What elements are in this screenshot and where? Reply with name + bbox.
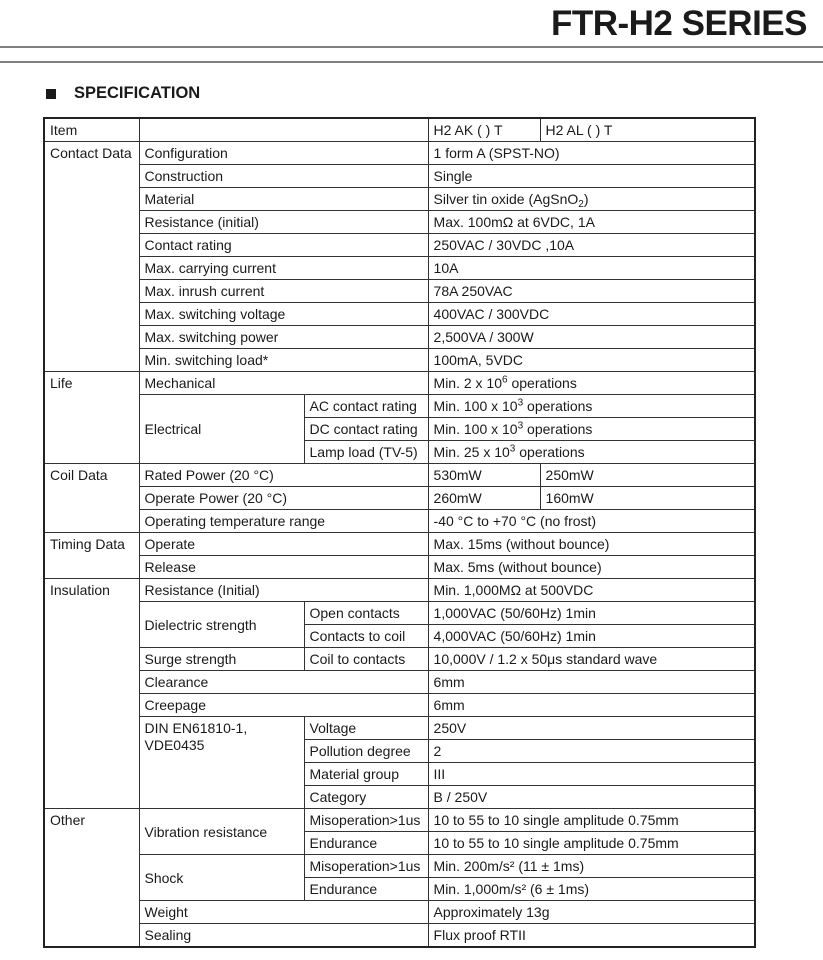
table-row bbox=[44, 349, 755, 372]
row-value: Max. 100mΩ at 6VDC, 1A bbox=[428, 211, 755, 234]
row-value-ak: 530mW bbox=[428, 464, 540, 487]
group-timing-data: Timing Data bbox=[44, 533, 139, 579]
row-label: Sealing bbox=[139, 924, 428, 948]
row-value: 250VAC / 30VDC ,10A bbox=[428, 234, 755, 257]
row-value: 10,000V / 1.2 x 50μs standard wave bbox=[428, 648, 755, 671]
row-label: Creepage bbox=[139, 694, 428, 717]
value-text-end: operations bbox=[523, 421, 593, 437]
row-sublabel: Endurance bbox=[304, 832, 428, 855]
row-label: Operate bbox=[139, 533, 428, 556]
row-value: Min. 200m/s² (11 ± 1ms) bbox=[428, 855, 755, 878]
black-square-icon bbox=[46, 89, 56, 99]
row-label: Dielectric strength bbox=[139, 602, 304, 648]
row-value: 1 form A (SPST-NO) bbox=[428, 142, 755, 165]
table-row bbox=[44, 717, 755, 740]
value-text: Min. 25 x 10 bbox=[433, 444, 510, 460]
row-sublabel: Misoperation>1us bbox=[304, 809, 428, 832]
row-value: III bbox=[428, 763, 755, 786]
row-value bbox=[428, 418, 755, 441]
row-sublabel: Contacts to coil bbox=[304, 625, 428, 648]
row-label: Min. switching load* bbox=[139, 349, 428, 372]
row-value: 10 to 55 to 10 single amplitude 0.75mm bbox=[428, 832, 755, 855]
group-life: Life bbox=[44, 372, 139, 464]
row-label: Clearance bbox=[139, 671, 428, 694]
row-value-ak: 260mW bbox=[428, 487, 540, 510]
header-col-ak: H2 AK ( ) T bbox=[428, 118, 540, 142]
section-heading-text: SPECIFICATION bbox=[74, 84, 201, 102]
table-row bbox=[44, 142, 755, 165]
row-value bbox=[428, 188, 755, 211]
row-label: Vibration resistance bbox=[139, 809, 304, 855]
series-title: FTR-H2 SERIES bbox=[550, 4, 807, 43]
table-row bbox=[44, 579, 755, 602]
table-row bbox=[44, 855, 755, 878]
row-value: 4,000VAC (50/60Hz) 1min bbox=[428, 625, 755, 648]
table-row bbox=[44, 648, 755, 671]
row-sublabel: Category bbox=[304, 786, 428, 809]
table-row bbox=[44, 188, 755, 211]
table-row bbox=[44, 901, 755, 924]
table-row bbox=[44, 556, 755, 579]
row-label: Weight bbox=[139, 901, 428, 924]
row-sublabel: Pollution degree bbox=[304, 740, 428, 763]
value-text: Silver tin oxide (AgSnO bbox=[433, 191, 579, 207]
header-item: Item bbox=[44, 118, 139, 142]
table-row bbox=[44, 924, 755, 948]
row-sublabel: Coil to contacts bbox=[304, 648, 428, 671]
row-label: Contact rating bbox=[139, 234, 428, 257]
value-text-end: operations bbox=[523, 398, 593, 414]
row-value: 10A bbox=[428, 257, 755, 280]
value-text-end: operations bbox=[507, 375, 577, 391]
row-value bbox=[428, 395, 755, 418]
table-row bbox=[44, 464, 755, 487]
value-exponent: 3 bbox=[517, 420, 524, 432]
table-row bbox=[44, 533, 755, 556]
table-row bbox=[44, 602, 755, 625]
table-row bbox=[44, 280, 755, 303]
table-row bbox=[44, 395, 755, 418]
table-row bbox=[44, 211, 755, 234]
table-row bbox=[44, 809, 755, 832]
row-value bbox=[428, 372, 755, 395]
row-value: 6mm bbox=[428, 694, 755, 717]
table-row bbox=[44, 303, 755, 326]
row-label: Construction bbox=[139, 165, 428, 188]
row-label: Release bbox=[139, 556, 428, 579]
row-label: Operate Power (20 °C) bbox=[139, 487, 428, 510]
row-label: Resistance (initial) bbox=[139, 211, 428, 234]
header-rule-top bbox=[0, 46, 823, 48]
row-label: Material bbox=[139, 188, 428, 211]
row-label: Electrical bbox=[139, 395, 304, 464]
row-label: Resistance (Initial) bbox=[139, 579, 428, 602]
table-row bbox=[44, 510, 755, 533]
header-rule-bottom bbox=[0, 61, 823, 63]
row-value: Min. 1,000m/s² (6 ± 1ms) bbox=[428, 878, 755, 901]
row-value bbox=[428, 441, 755, 464]
row-sublabel: Misoperation>1us bbox=[304, 855, 428, 878]
row-label: Max. inrush current bbox=[139, 280, 428, 303]
header-blank bbox=[139, 118, 428, 142]
row-sublabel: Open contacts bbox=[304, 602, 428, 625]
row-value-al: 160mW bbox=[540, 487, 755, 510]
table-row bbox=[44, 372, 755, 395]
table-row bbox=[44, 234, 755, 257]
row-label: Shock bbox=[139, 855, 304, 901]
row-value: 100mA, 5VDC bbox=[428, 349, 755, 372]
row-label: Max. carrying current bbox=[139, 257, 428, 280]
value-exponent: 6 bbox=[502, 374, 508, 386]
header-col-al: H2 AL ( ) T bbox=[540, 118, 755, 142]
row-value: 250V bbox=[428, 717, 755, 740]
group-coil-data: Coil Data bbox=[44, 464, 139, 533]
row-value: 10 to 55 to 10 single amplitude 0.75mm bbox=[428, 809, 755, 832]
row-value: 6mm bbox=[428, 671, 755, 694]
row-label: Operating temperature range bbox=[139, 510, 428, 533]
row-value: 2 bbox=[428, 740, 755, 763]
table-row bbox=[44, 165, 755, 188]
table-row bbox=[44, 257, 755, 280]
value-subscript: 2 bbox=[578, 199, 584, 210]
value-exponent: 3 bbox=[517, 397, 524, 409]
row-sublabel: AC contact rating bbox=[304, 395, 428, 418]
row-value: 78A 250VAC bbox=[428, 280, 755, 303]
row-value: Min. 1,000MΩ at 500VDC bbox=[428, 579, 755, 602]
row-sublabel: Endurance bbox=[304, 878, 428, 901]
row-value: 2,500VA / 300W bbox=[428, 326, 755, 349]
value-text: Min. 2 x 10 bbox=[433, 375, 503, 391]
row-value: -40 °C to +70 °C (no frost) bbox=[428, 510, 755, 533]
table-row bbox=[44, 671, 755, 694]
table-row bbox=[44, 487, 755, 510]
row-label: Max. switching voltage bbox=[139, 303, 428, 326]
row-label: Surge strength bbox=[139, 648, 304, 671]
value-text: Min. 100 x 10 bbox=[433, 421, 518, 437]
row-value-al: 250mW bbox=[540, 464, 755, 487]
row-value: B / 250V bbox=[428, 786, 755, 809]
section-heading bbox=[46, 84, 200, 103]
row-label: Configuration bbox=[139, 142, 428, 165]
row-label: DIN EN61810-1, VDE0435 bbox=[139, 717, 304, 809]
group-other: Other bbox=[44, 809, 139, 948]
row-sublabel: Material group bbox=[304, 763, 428, 786]
row-sublabel: Lamp load (TV-5) bbox=[304, 441, 428, 464]
row-value: Flux proof RTII bbox=[428, 924, 755, 948]
row-value: Max. 5ms (without bounce) bbox=[428, 556, 755, 579]
row-label: Mechanical bbox=[139, 372, 428, 395]
value-exponent: 3 bbox=[509, 443, 516, 455]
group-contact-data: Contact Data bbox=[44, 142, 139, 372]
table-row bbox=[44, 694, 755, 717]
table-header-row bbox=[44, 118, 755, 142]
row-sublabel: Voltage bbox=[304, 717, 428, 740]
row-value: Approximately 13g bbox=[428, 901, 755, 924]
row-value: Single bbox=[428, 165, 755, 188]
row-label: Rated Power (20 °C) bbox=[139, 464, 428, 487]
specification-table bbox=[43, 117, 756, 948]
value-text-end: operations bbox=[515, 444, 585, 460]
group-insulation: Insulation bbox=[44, 579, 139, 809]
row-value: 400VAC / 300VDC bbox=[428, 303, 755, 326]
row-value: Max. 15ms (without bounce) bbox=[428, 533, 755, 556]
row-label: Max. switching power bbox=[139, 326, 428, 349]
value-text-end: ) bbox=[583, 191, 589, 207]
value-text: Min. 100 x 10 bbox=[433, 398, 518, 414]
row-sublabel: DC contact rating bbox=[304, 418, 428, 441]
row-value: 1,000VAC (50/60Hz) 1min bbox=[428, 602, 755, 625]
table-row bbox=[44, 326, 755, 349]
